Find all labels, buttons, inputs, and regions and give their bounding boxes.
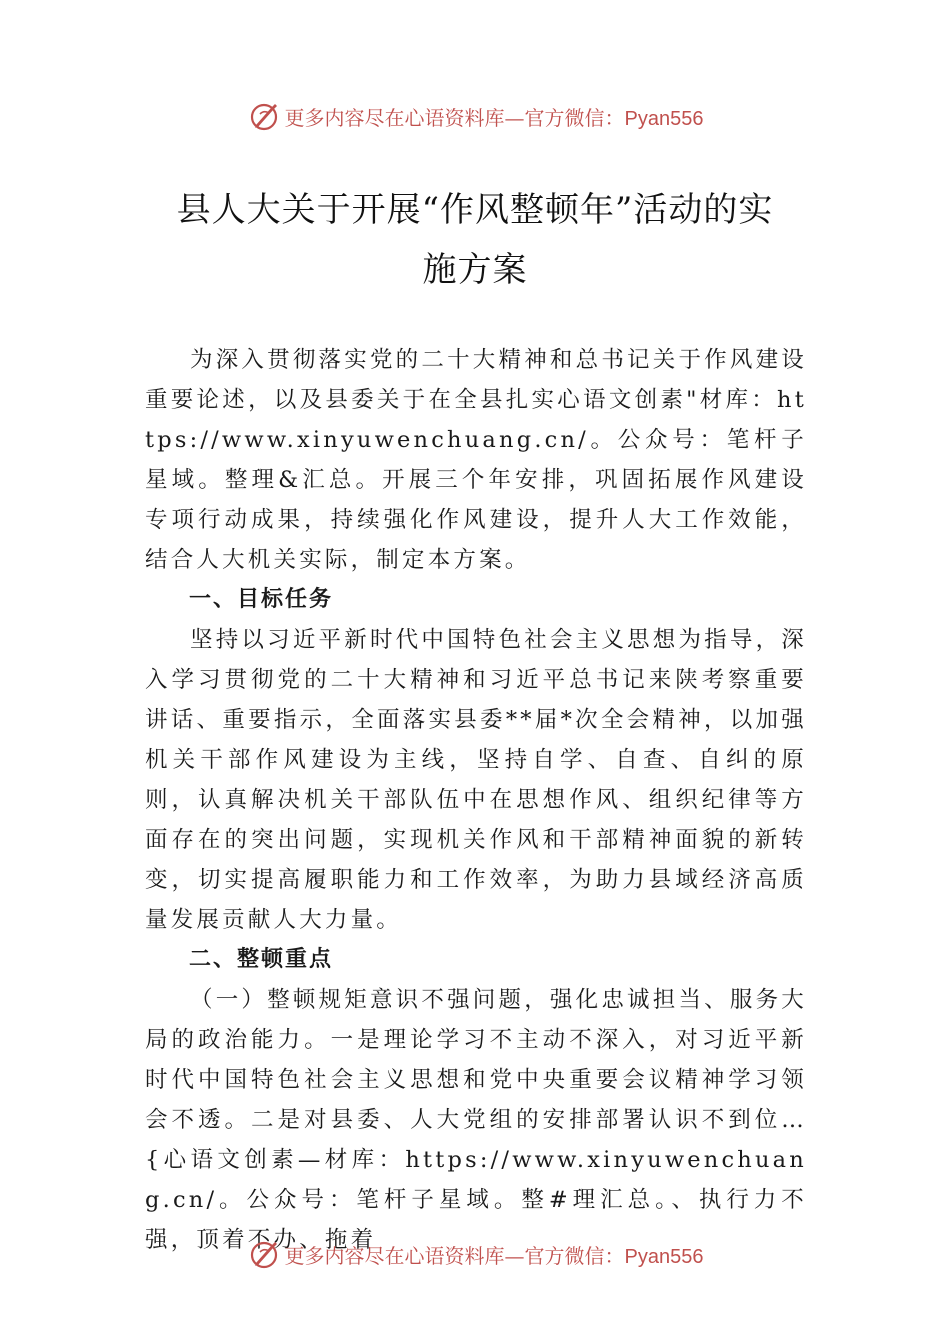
pen-logo-icon — [247, 1236, 283, 1272]
intro-paragraph: 为深入贯彻落实党的二十大精神和总书记关于作风建设重要论述，以及县委关于在全县扎实心语文创素"材库：https://www.xinyuwenchuang.cn/。公众号：笔杆子星域。整理&汇总。开展三个年安排，巩固拓展作风建设专项行动成果，持续强化作风建设，提升人大工作效能，结合人大机关实际，制定本方案。 — [145, 347, 807, 573]
goals-paragraph: 坚持以习近平新时代中国特色社会主义思想为指导，深入学习贯彻党的二十大精神和习近平总书记来陕考察重要讲话、重要指示，全面落实县委**届*次全会精神，以加强机关干部作风建设为主线，坚持自学、自查、自纠的原则，认真解决机关干部队伍中在思想作风、组织纪律等方面存在的突出问题，实现机关作风和干部精神面貌的新转变，切实提高履职能力和工作效率，为助力县域经济高质量发展贡献人大力量。 — [145, 627, 807, 933]
banner-text: 更多内容尽在心语资料库—官方微信：Pyan556 — [284, 105, 704, 130]
section-heading-focus: 二、整顿重点 — [189, 947, 334, 972]
banner-handle: Pyan556 — [624, 1245, 704, 1268]
header-banner — [0, 96, 950, 136]
document-title — [140, 180, 810, 300]
banner-handle: Pyan556 — [624, 107, 704, 130]
title-line-1: 县人大关于开展“作风整顿年”活动的实 — [176, 190, 774, 230]
section-heading-goals: 一、目标任务 — [189, 587, 334, 612]
footer-banner — [0, 1234, 950, 1274]
title-line-2: 施方案 — [422, 250, 528, 290]
banner-text: 更多内容尽在心语资料库—官方微信：Pyan556 — [284, 1243, 704, 1268]
pen-logo-icon — [247, 98, 283, 134]
focus-paragraph: （一）整顿规矩意识不强问题，强化忠诚担当、服务大局的政治能力。一是理论学习不主动不深入，对习近平新时代中国特色社会主义思想和党中央重要会议精神学习领会不透。二是对县委、人大党组的安排部署认识不到位…{心语文创素—材库：https://www.xinyuwenchuang.cn/。公众号：笔杆子星域。整#理汇总。、执行力不强，顶着不办、拖着 — [145, 987, 807, 1253]
document-body — [145, 340, 807, 1260]
